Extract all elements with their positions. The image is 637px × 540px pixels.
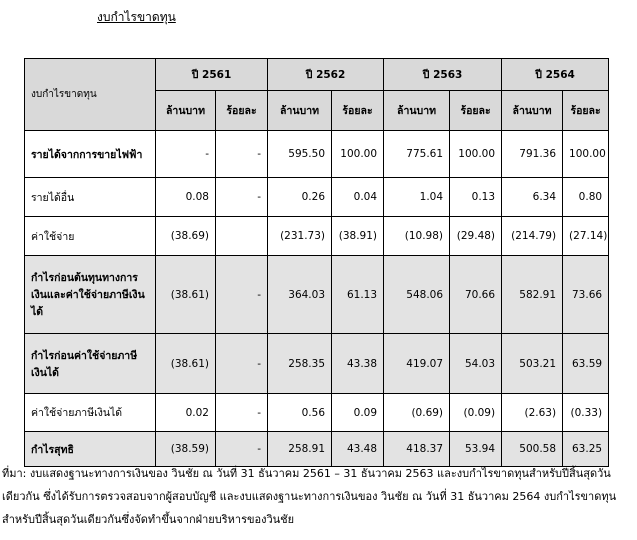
amount-cell: (10.98) — [384, 217, 450, 256]
amount-cell: 582.91 — [502, 256, 563, 334]
row-label: กำไรสุทธิ — [25, 432, 156, 467]
percent-cell: 43.38 — [332, 334, 384, 394]
table-body — [25, 131, 609, 467]
percent-cell: 70.66 — [450, 256, 502, 334]
source-note: ที่มา: งบแสดงฐานะทางการเงินของ วินชัย ณ วันที่ 31 ธันวาคม 2561 – 31 ธันวาคม 2563 และงบกำไรขาดทุนสำหรับปีสิ้นสุดวันเดียวกัน ซึ่งได้รับการตรวจสอบจากผู้สอบบัญชี และงบแสดงฐานะทางการเงินของ วินชัย ณ วันที่ 31 ธันวาคม 2564 งบกำไรขาดทุนสำหรับปีสิ้นสุดวันเดียวกันซึ่งจัดทำขึ้นจากฝ่ายบริหารของวินชัย — [2, 467, 617, 526]
table-row — [25, 394, 609, 432]
percent-cell: 0.09 — [332, 394, 384, 432]
amount-cell: 0.02 — [156, 394, 216, 432]
amount-cell: 0.08 — [156, 178, 216, 217]
amount-cell: (214.79) — [502, 217, 563, 256]
percent-cell: 53.94 — [450, 432, 502, 467]
amount-cell: (0.69) — [384, 394, 450, 432]
percent-cell: - — [216, 394, 268, 432]
percent-cell: - — [216, 256, 268, 334]
percent-cell: 0.80 — [563, 178, 609, 217]
row-label: กำไรก่อนค่าใช้จ่ายภาษีเงินได้ — [25, 334, 156, 394]
year-header: ปี 2563 — [384, 59, 502, 91]
table-row — [25, 131, 609, 178]
amount-cell: (38.61) — [156, 256, 216, 334]
page-title: งบกำไรขาดทุน — [97, 10, 176, 24]
year-header: ปี 2561 — [156, 59, 268, 91]
amount-cell: 418.37 — [384, 432, 450, 467]
row-label: ค่าใช้จ่าย — [25, 217, 156, 256]
percent-cell: 0.04 — [332, 178, 384, 217]
amount-cell: 364.03 — [268, 256, 332, 334]
amount-cell: 0.56 — [268, 394, 332, 432]
percent-cell — [216, 217, 268, 256]
percent-cell: 100.00 — [450, 131, 502, 178]
amount-cell: 548.06 — [384, 256, 450, 334]
amount-cell: (231.73) — [268, 217, 332, 256]
percent-cell: (0.09) — [450, 394, 502, 432]
amount-cell: 595.50 — [268, 131, 332, 178]
amount-cell: (38.69) — [156, 217, 216, 256]
amount-cell: 1.04 — [384, 178, 450, 217]
percent-cell: 63.59 — [563, 334, 609, 394]
amount-cell: 0.26 — [268, 178, 332, 217]
corner-label: งบกำไรขาดทุน — [25, 59, 156, 131]
amount-unit-header: ล้านบาท — [384, 91, 450, 131]
percent-unit-header: ร้อยละ — [216, 91, 268, 131]
table-row — [25, 178, 609, 217]
amount-cell: 419.07 — [384, 334, 450, 394]
percent-cell: 100.00 — [332, 131, 384, 178]
percent-cell: - — [216, 334, 268, 394]
row-label: กำไรก่อนต้นทุนทางการเงินและค่าใช้จ่ายภาษีเงินได้ — [25, 256, 156, 334]
table-row — [25, 217, 609, 256]
amount-cell: 775.61 — [384, 131, 450, 178]
row-label: รายได้จากการขายไฟฟ้า — [25, 131, 156, 178]
amount-cell: 500.58 — [502, 432, 563, 467]
amount-cell: 503.21 — [502, 334, 563, 394]
percent-cell: - — [216, 178, 268, 217]
percent-unit-header: ร้อยละ — [332, 91, 384, 131]
amount-cell: 258.35 — [268, 334, 332, 394]
percent-cell: - — [216, 432, 268, 467]
income-statement-table — [24, 58, 609, 467]
percent-cell: 100.00 — [563, 131, 609, 178]
amount-unit-header: ล้านบาท — [156, 91, 216, 131]
amount-cell: 791.36 — [502, 131, 563, 178]
percent-cell: 63.25 — [563, 432, 609, 467]
year-header: ปี 2564 — [502, 59, 609, 91]
amount-cell: (38.59) — [156, 432, 216, 467]
percent-cell: 54.03 — [450, 334, 502, 394]
row-label: รายได้อื่น — [25, 178, 156, 217]
percent-cell: - — [216, 131, 268, 178]
amount-cell: (38.61) — [156, 334, 216, 394]
percent-cell: (27.14) — [563, 217, 609, 256]
percent-cell: (38.91) — [332, 217, 384, 256]
year-header-row — [25, 59, 609, 91]
table-row — [25, 334, 609, 394]
percent-cell: 73.66 — [563, 256, 609, 334]
percent-cell: 61.13 — [332, 256, 384, 334]
amount-cell: - — [156, 131, 216, 178]
percent-unit-header: ร้อยละ — [450, 91, 502, 131]
amount-unit-header: ล้านบาท — [268, 91, 332, 131]
percent-unit-header: ร้อยละ — [563, 91, 609, 131]
year-header: ปี 2562 — [268, 59, 384, 91]
percent-cell: (29.48) — [450, 217, 502, 256]
percent-cell: 0.13 — [450, 178, 502, 217]
table-row — [25, 256, 609, 334]
percent-cell: (0.33) — [563, 394, 609, 432]
percent-cell: 43.48 — [332, 432, 384, 467]
amount-cell: 258.91 — [268, 432, 332, 467]
row-label: ค่าใช้จ่ายภาษีเงินได้ — [25, 394, 156, 432]
amount-unit-header: ล้านบาท — [502, 91, 563, 131]
amount-cell: (2.63) — [502, 394, 563, 432]
amount-cell: 6.34 — [502, 178, 563, 217]
